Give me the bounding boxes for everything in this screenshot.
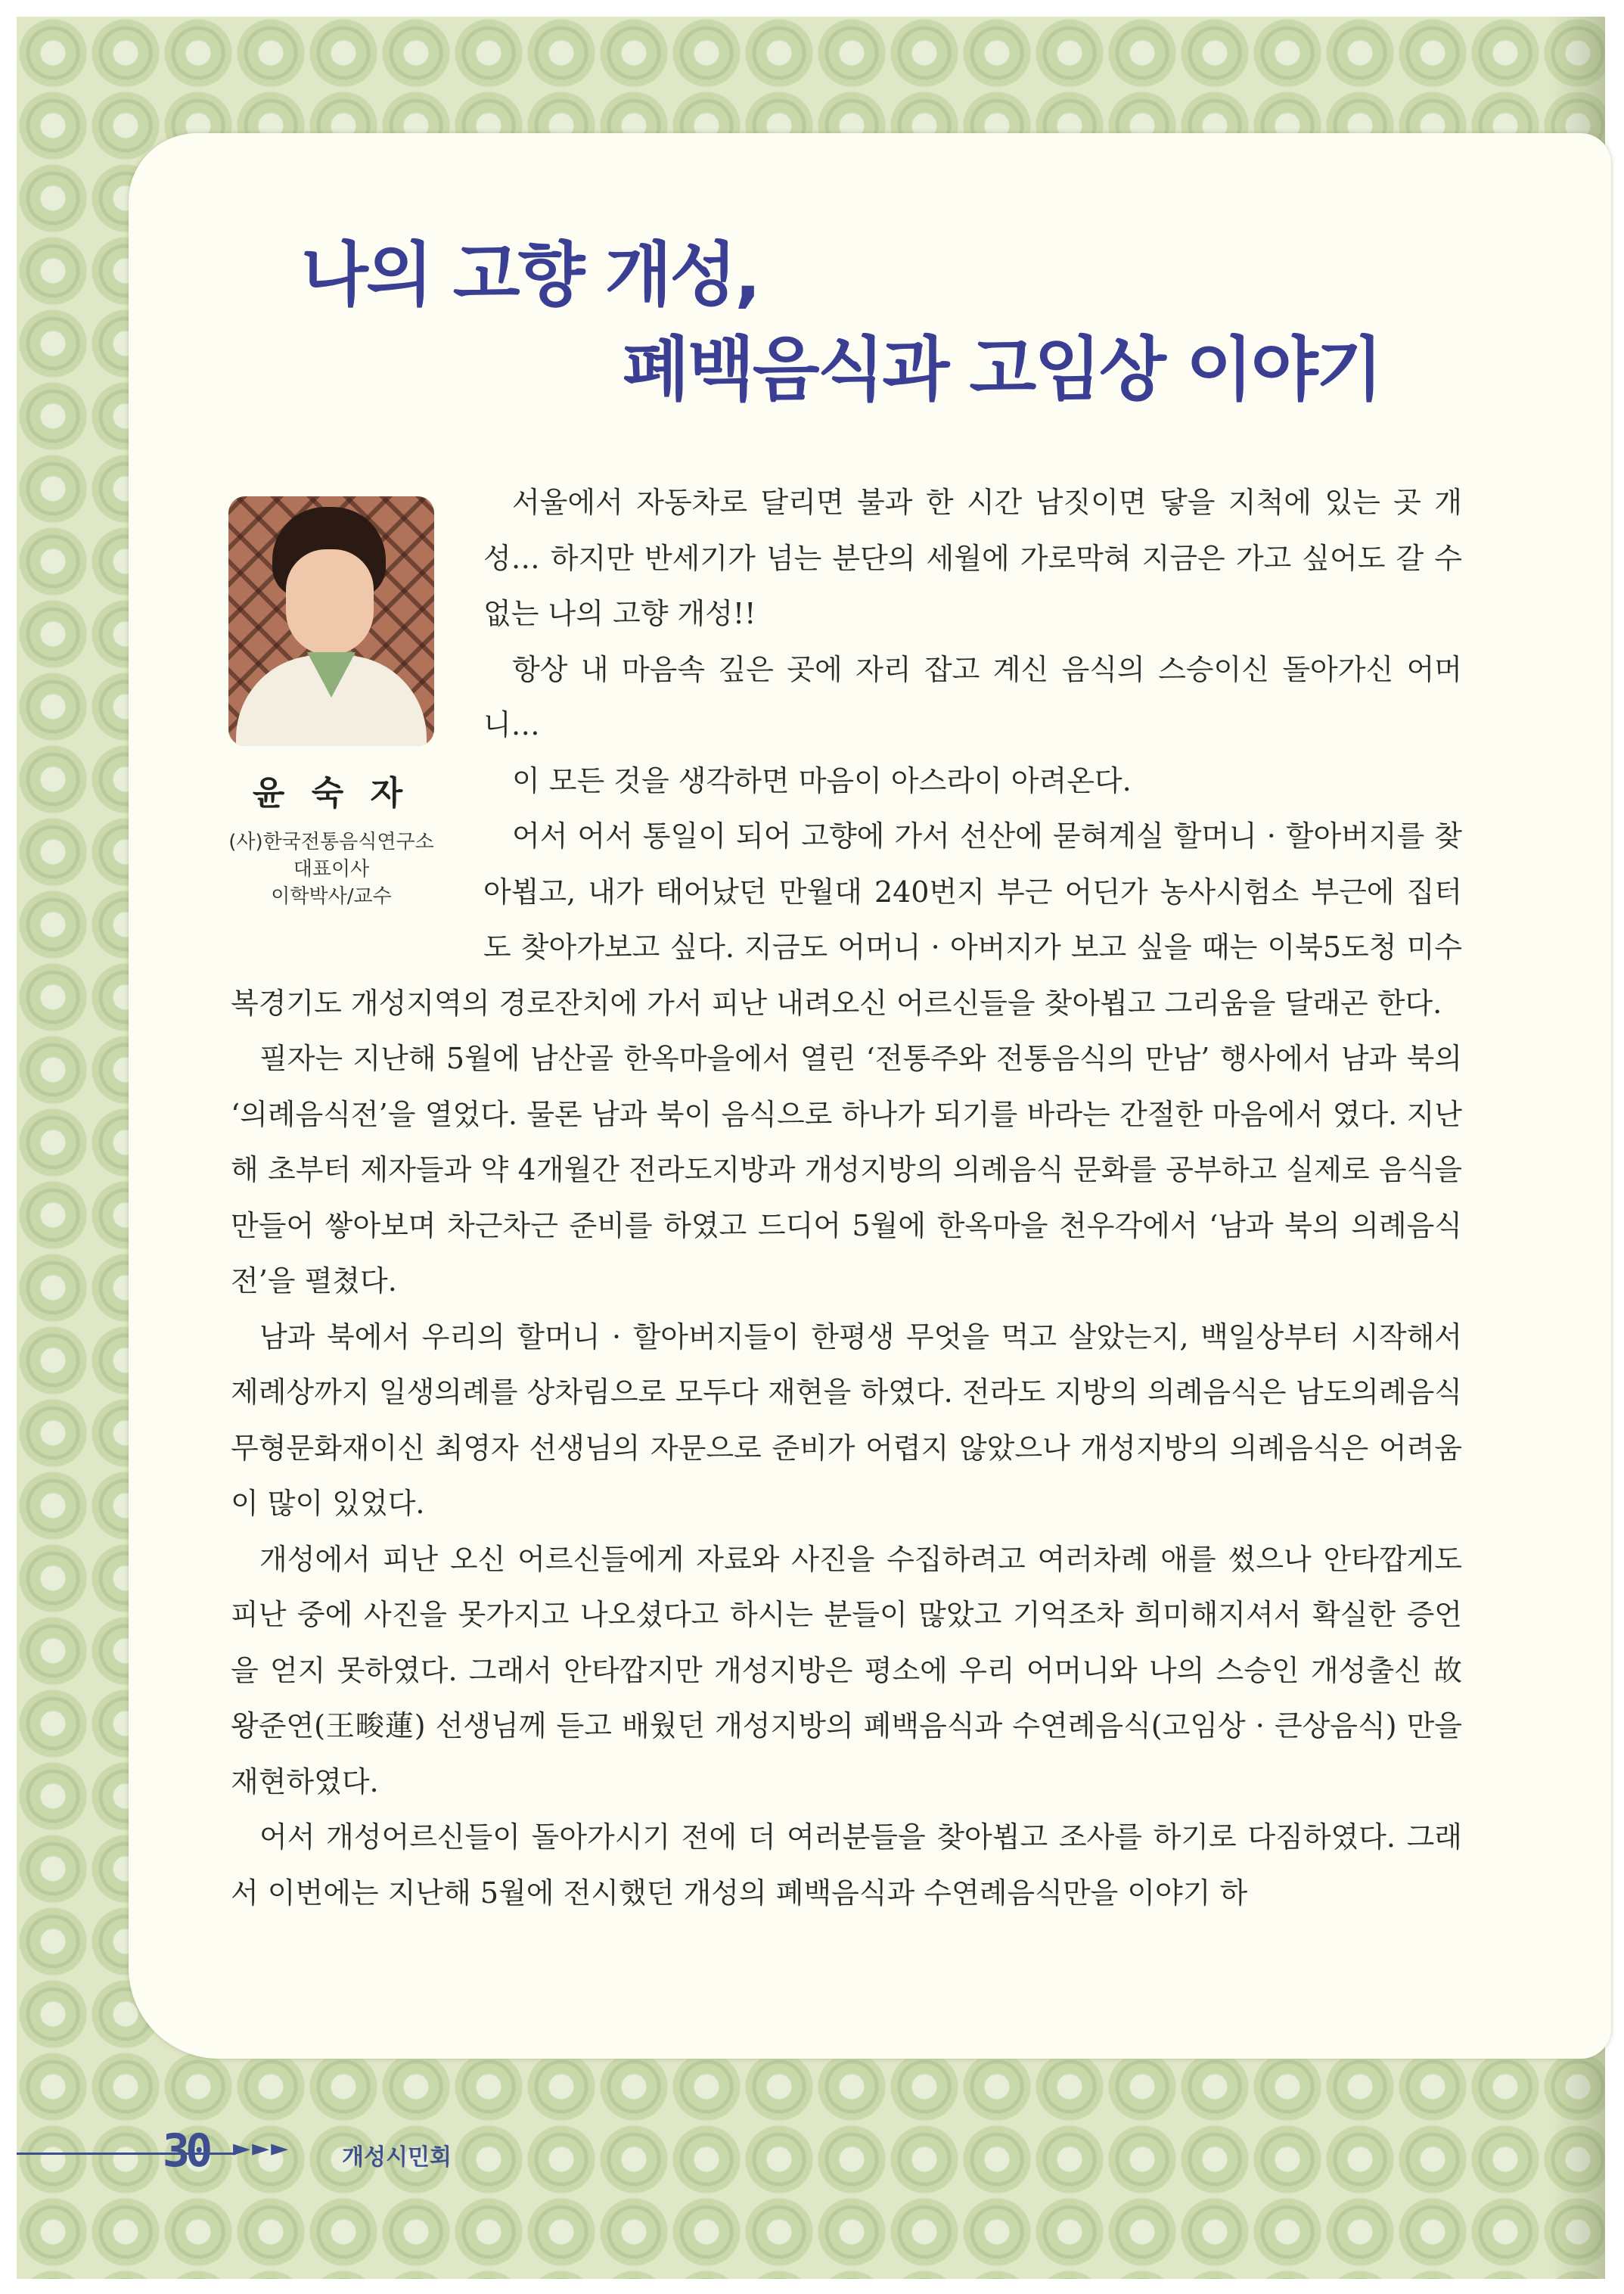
paragraph: 필자는 지난해 5월에 남산골 한옥마을에서 열린 ‘전통주와 전통음식의 만남’ 행사에서 남과 북의 ‘의례음식전’을 열었다. 물론 남과 북이 음식으로 하나가 되기를 바라는 간절한 마음에서 였다. 지난해 초부터 제자들과 약 4개월간 전라도지방과 개성지방의 의례음식 문화를 공부하고 실제로 음식을 만들어 쌓아보며 차근차근 준비를 하였고 드디어 5월에 한옥마을 천우각에서 ‘남과 북의 의례음식전’을 펼쳤다. (231, 1042, 1462, 1298)
page-title-line-2: 폐백음식과 고임상 이야기 (623, 329, 1381, 410)
article-body (231, 475, 1462, 1921)
paragraph: 항상 내 마음속 깊은 곳에 자리 잡고 계신 음식의 스승이신 돌아가신 어머니… (483, 652, 1462, 741)
paragraph: 어서 어서 통일이 되어 고향에 가서 선산에 묻혀계실 할머니 · 할아버지를 찾아뵙고, 내가 태어났던 만월대 240번지 부근 어딘가 농사시험소 부근에 집터도 찾아가보고 싶다. 지금도 어머니 · 아버지가 보고 싶을 때는 이북5도청 미수복경기도 개성지역의 경로잔치에 가서 피난 내려오신 어르신들을 찾아뵙고 그리움을 달래곤 한다. (231, 819, 1462, 1020)
paragraph: 서울에서 자동차로 달리면 불과 한 시간 남짓이면 닿을 지척에 있는 곳 개성… 하지만 반세기가 넘는 분단의 세월에 가로막혀 지금은 가고 싶어도 갈 수 없는 나의 고향 개성!! (483, 486, 1462, 630)
author-degree: 이학박사/교수 (271, 885, 392, 908)
page-title-line-1: 나의 고향 개성, (301, 235, 759, 316)
author-organization: (사)한국전통음식연구소 (228, 831, 434, 853)
author-name: 윤 숙 자 (252, 774, 411, 813)
paragraph: 남과 북에서 우리의 할머니 · 할아버지들이 한평생 무엇을 먹고 살았는지, 백일상부터 시작해서 제례상까지 일생의례를 상차림으로 모두다 재현을 하였다. 전라도 지방의 의례음식은 남도의례음식무형문화재이신 최영자 선생님의 자문으로 준비가 어렵지 않았으나 개성지방의 의례음식은 어려움이 많이 있었다. (231, 1320, 1462, 1520)
footer-arrows-icon: ►►► (233, 2135, 290, 2162)
footer-publication-label: 개성시민회 (342, 2144, 452, 2171)
paragraph: 어서 개성어르신들이 돌아가시기 전에 더 여러분들을 찾아뵙고 조사를 하기로 다짐하였다. 그래서 이번에는 지난해 5월에 전시했던 개성의 폐백음식과 수연례음식만을 이야기 하 (231, 1820, 1462, 1910)
author-column-space (231, 475, 483, 922)
author-role: 대표이사 (293, 858, 370, 881)
paragraph: 이 모든 것을 생각하면 마음이 아스라이 아려온다. (512, 763, 1132, 797)
paragraph: 개성에서 피난 오신 어르신들에게 자료와 사진을 수집하려고 여러차례 애를 썼으나 안타깝게도 피난 중에 사진을 못가지고 나오셨다고 하시는 분들이 많았고 기억조차 희미해지셔서 확실한 증언을 얻지 못하였다. 그래서 안타깝지만 개성지방은 평소에 우리 어머니와 나의 스승인 개성출신 故 왕준연(王畯蓮) 선생님께 듣고 배웠던 개성지방의 폐백음식과 수연례음식(고임상 · 큰상음식) 만을 재현하였다. (231, 1542, 1462, 1798)
page-number: 30 (163, 2125, 209, 2177)
